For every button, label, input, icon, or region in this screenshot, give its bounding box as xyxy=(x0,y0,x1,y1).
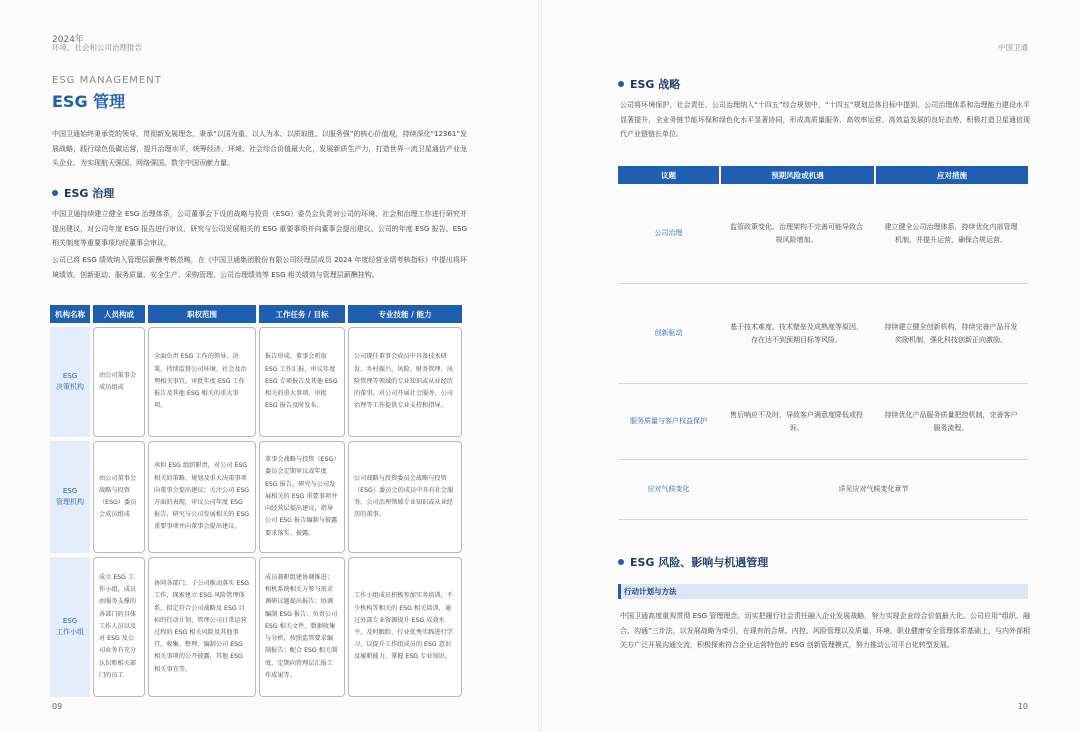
bullet-dot-icon xyxy=(618,559,624,565)
scope-cell: 全面负责 ESG 工作的领导、决策、持续监督公司环境、社会及治理相关事宜，审批年度 ESG 工作报告及其他 ESG 相关的重大事项。 xyxy=(148,327,256,437)
topic-cell: 服务质量与客户权益保护 xyxy=(630,417,707,425)
org-name-cell xyxy=(50,557,90,697)
risk-paragraph: 中国卫通高度重视贯彻 ESG 管理理念，切实把履行社会责任融入企业发展战略，努力实现企业综合价值最大化。公司应用“组织、融合、沟通”三步法，以发展战略为牵引，在现有的合规、内控、风险管理以及质量、环境、职业健康安全管理体系基础上，与内外部相关方广泛开展沟通交流，积极探索符合企业运营特色的 ESG 创新管理模式，努力推动公司平台化转型发展。 xyxy=(620,612,1030,649)
merged-cell: 详见应对气候变化章节 xyxy=(838,485,909,493)
header-cell: 预期风险或机遇 xyxy=(719,166,874,184)
strategy-paragraph: 公司将环境保护、社会责任、公司治理纳入“十四五”综合规划中，“十四五”规划总体目标中提到，公司治理体系和治理能力建设水平显著提升，全业务链节能环保和绿色化水平显著协同，形成高质量服务、高效率运营、高效益发展的良好态势，积极打造卫星通信现代产业链链长单位。 xyxy=(620,101,1030,138)
risk-cell: 基于技术难度、技术壁垒及成熟度等原因，存在达不到预期目标等风险。 xyxy=(730,322,863,344)
members-cell: 成立 ESG 工作小组，成员由服务支撑的各部门的具体工作人员以及对 ESG 及公司业务有充分认识和相关部门的员工 xyxy=(93,557,145,697)
header-cell: 人员构成 xyxy=(93,305,145,323)
org-name-cell xyxy=(50,327,90,437)
measure-cell: 建立健全公司治理体系，持续优化内部管理机制，并提升运营，确保合规运营。 xyxy=(884,222,1018,244)
risk-cell: 监管政策变化、治理架构不完善可能导致合规风险增加。 xyxy=(730,222,863,244)
governance-table-header xyxy=(50,305,465,323)
governance-paragraph-1: 中国卫通持续建立健全 ESG 治理体系，公司董事会下设的战略与投资（ESG）委员会负责对公司的环境、社会和治理工作进行研究并提出建议，对公司年度 ESG 报告进行审议、研究与公司发展相关的 ESG 重要事项并向董事会提出建议。公司的年度 ESG 报告、ESG 相关制度等重要事项均经董事会审议。 xyxy=(52,210,467,247)
risk-cell: 售后响应不及时，导致客户满意度降低或投诉。 xyxy=(730,410,863,432)
strategy-title: ESG 战略 xyxy=(630,78,681,91)
intro-paragraph: 中国卫通始终秉承党的领导，贯彻新发展理念，秉承“以国为重、以人为本、以质取胜、以服务强”的核心价值观，持续深化“12361”发展战略，践行绿色低碳运营，提升治理水平，统筹经济、环境、社会综合价值最大化，发展新质生产力，打造世界一流卫星通信产业龙头企业，为实现航天强国、网络强国、数字中国贡献力量。 xyxy=(52,130,467,167)
org-name-line: 管理机构 xyxy=(56,498,84,506)
action-plan-bar: 行动计划与方法 xyxy=(618,584,1028,599)
org-name-line: ESG xyxy=(62,487,78,495)
tasks-cell: 董事会战略与投资（ESG）委员会定期审议或年度 ESG 报告，研究与公司发展相关的 ESG 重要事项并向经营层提出建议，指导公司 ESG 报告编制与披露要求落实、披露。 xyxy=(259,441,345,553)
header-cell: 议题 xyxy=(618,166,719,184)
header-cell: 应对措施 xyxy=(874,166,1028,184)
risk-heading xyxy=(618,554,768,570)
bullet-dot-icon xyxy=(618,81,624,87)
table-row xyxy=(618,460,1028,520)
risk-title: ESG 风险、影响与机遇管理 xyxy=(630,556,769,569)
table-row xyxy=(618,184,1028,284)
header-cell: 职权范围 xyxy=(148,305,256,323)
header-cell: 专业技能 / 能力 xyxy=(348,305,462,323)
governance-heading xyxy=(52,185,114,201)
strategy-table xyxy=(618,166,1028,520)
table-row xyxy=(618,384,1028,460)
scope-cell: 协同各部门、子公司推动落实 ESG 工作，探索建立 ESG 风险管理体系，拟定符合公司战略及 ESG 目标的行动计划，管理公司日常运营过程的 ESG 相关风险及其他事宜，收集、整理、编制公司 ESG 相关事项的公开披露，其他 ESG 相关事宜等。 xyxy=(148,557,256,697)
governance-paragraph-2: 公司已将 ESG 绩效纳入管理层薪酬考核范畴，在《中国卫通集团股份有限公司经理层成员 2024 年度经营业绩考核指标》中提出将环境绩效、创新驱动、服务质量、安全生产、采购管理、公司治理绩效等 ESG 相关绩效与管理层薪酬挂钩。 xyxy=(52,256,467,279)
members-cell: 由公司董事会成员组成 xyxy=(93,327,145,437)
page-number-right: 10 xyxy=(1017,702,1028,711)
table-row xyxy=(50,557,465,697)
header-cell: 机构名称 xyxy=(50,305,90,323)
org-name-line: ESG xyxy=(62,372,78,380)
tasks-cell: 成员兼职组建协调推进；相机系统相关方参与需求调研议题提出报告；协调编制 ESG 报告；负责公司 ESG 相关文件、数据收集与分析，按照监管要求编制报告；配合 ESG 相关制度，定期向管理层汇报工作成果等。 xyxy=(259,557,345,697)
org-name-line: 工作小组 xyxy=(56,628,84,636)
org-name-line: ESG xyxy=(62,617,78,625)
skills-cell: 公司战略与投资委员会战略与投资（ESG）委员会的成员中具有社会服务、公司治理领域专业知识或从业经历的董事。 xyxy=(348,441,462,553)
measure-cell: 持续优化产品服务质量把控机制，完善客户服务流程。 xyxy=(884,410,1018,432)
page-number-left: 09 xyxy=(52,702,63,711)
topic-cell: 创新驱动 xyxy=(654,329,683,337)
skills-cell: 工作小组成员积极参加实务培训，不少机构等相关的 ESG 相关培训，通过外部专业资源提升 ESG 成效水平，及时跟踪、行业优秀实践进行学习，以提升工作组成员的 ESG 意识及履职能力，掌握 ESG 专业知识。 xyxy=(348,557,462,697)
strategy-table-header xyxy=(618,166,1028,184)
section-eyebrow: ESG MANAGEMENT xyxy=(52,75,162,86)
governance-table xyxy=(50,305,465,701)
header-year: 2024年 xyxy=(52,35,84,45)
bullet-dot-icon xyxy=(52,190,58,196)
topic-cell: 公司治理 xyxy=(654,229,683,237)
governance-title: ESG 治理 xyxy=(64,187,115,200)
header-report-title: 环境、社会和公司治理报告 xyxy=(52,43,142,52)
members-cell: 由公司董事会战略与投资（ESG）委员会成员组成 xyxy=(93,441,145,553)
header-cell: 工作任务 / 目标 xyxy=(259,305,345,323)
tasks-cell: 报告形成，董事会听取 ESG 工作汇报，审议年度 ESG 专项报告及其他 ESG 相关的重大事项，审批 ESG 报告及时发布。 xyxy=(259,327,345,437)
topic-cell: 应对气候变化 xyxy=(647,485,690,493)
table-row xyxy=(50,327,465,437)
skills-cell: 公司现任董事会成员中具备技术研发、乡村振兴、风险、财务管理、风险管理等领域的专业知识或从业经历的董事，对公司开展社会服务、公司治理等工作提供专业支持和指导。 xyxy=(348,327,462,437)
measure-cell: 持续建立健全创新机构，持续完善产品开发奖励机制，强化科技创新正向激励。 xyxy=(884,322,1018,344)
strategy-heading xyxy=(618,76,680,92)
org-name-cell xyxy=(50,441,90,553)
table-row xyxy=(618,284,1028,384)
org-name-line: 决策机构 xyxy=(56,383,84,391)
page-title: ESG 管理 xyxy=(52,92,126,111)
header-company: 中国卫通 xyxy=(998,43,1028,52)
table-row xyxy=(50,441,465,553)
scope-cell: 承担 ESG 组织职责，对公司 ESG 相关的策略、规划及重大决策事项向董事会提出建议；关注公司 ESG 方面的表现，审议公司年度 ESG 报告，研究与公司发展相关的 ESG 重要事项并向董事会提出建议。 xyxy=(148,441,256,553)
